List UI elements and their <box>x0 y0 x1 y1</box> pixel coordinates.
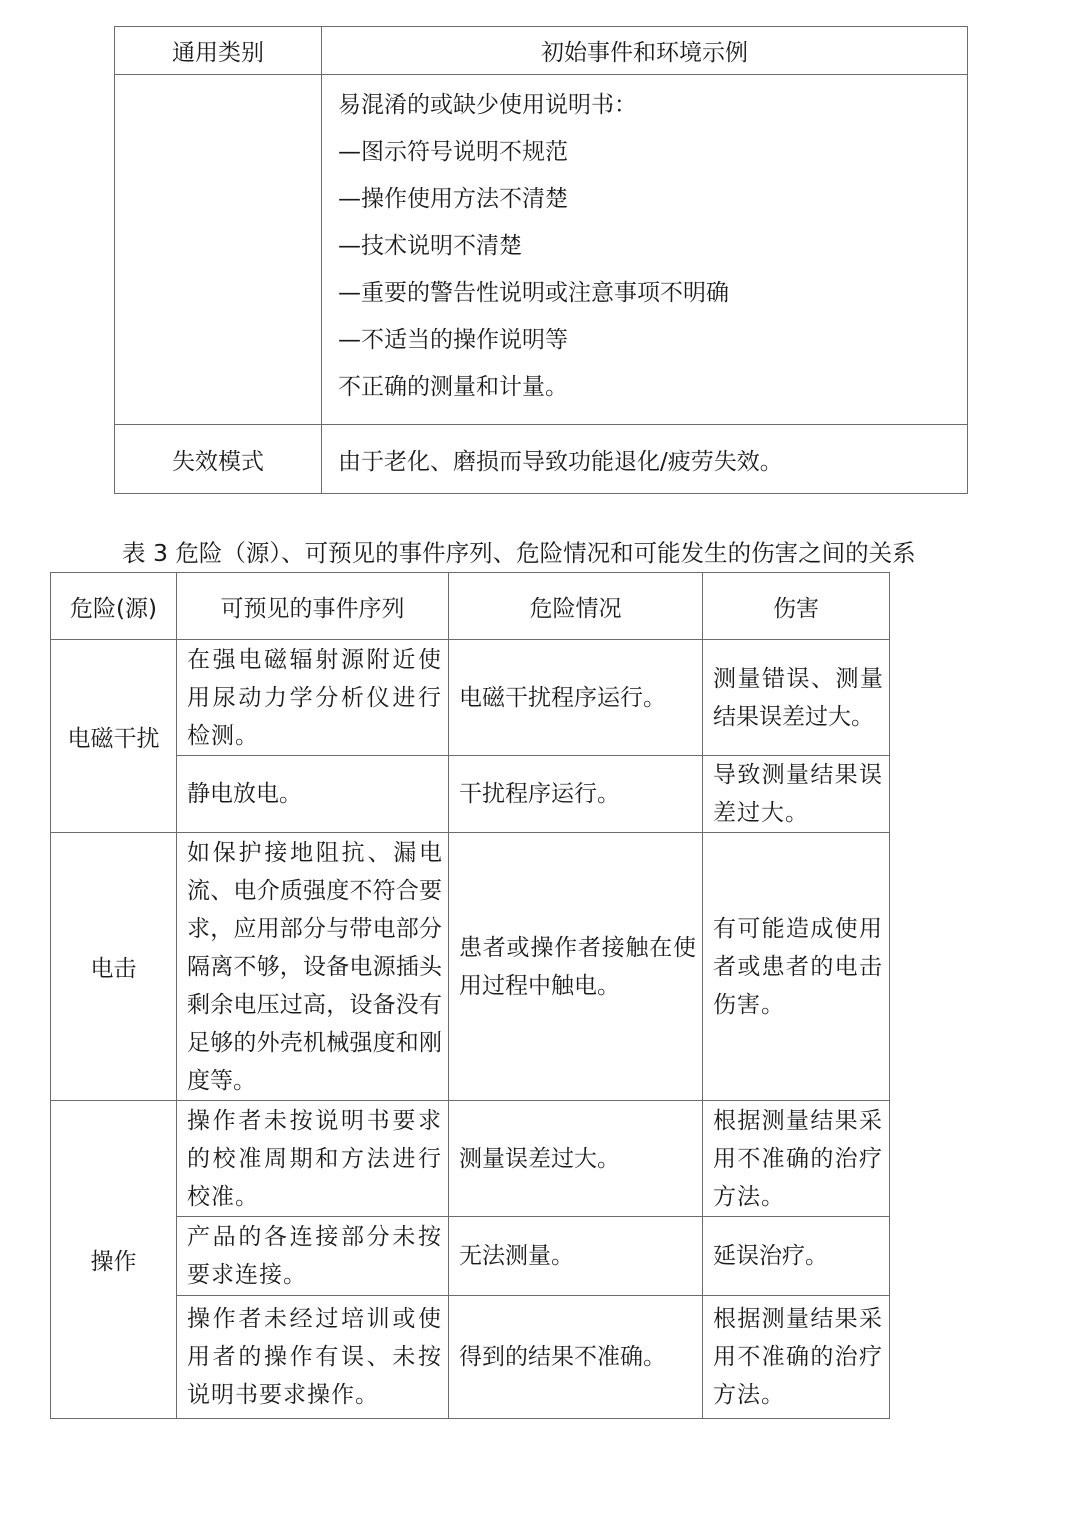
harm-cell: 根据测量结果采用不准确的治疗方法。 <box>703 1101 890 1217</box>
example-line: —操作使用方法不清楚 <box>338 186 568 212</box>
example-line: 易混淆的或缺少使用说明书： <box>338 92 637 118</box>
sequence-cell: 静电放电。 <box>177 756 449 833</box>
table-header-row <box>51 573 890 640</box>
table-row <box>51 1217 890 1296</box>
example-line: —重要的警告性说明或注意事项不明确 <box>338 280 729 306</box>
hazard-cell: 电击 <box>51 833 177 1101</box>
example-line: —不适当的操作说明等 <box>338 327 568 353</box>
category-cell <box>115 75 322 425</box>
sequence-cell: 如保护接地阻抗、漏电流、电介质强度不符合要求，应用部分与带电部分隔离不够，设备电源插头剩余电压过高，设备没有足够的外壳机械强度和刚度等。 <box>177 833 449 1101</box>
example-line: 不正确的测量和计量。 <box>338 374 568 400</box>
situation-cell: 患者或操作者接触在使用过程中触电。 <box>449 833 703 1101</box>
table-row <box>51 640 890 756</box>
sequence-cell: 操作者未经过培训或使用者的操作有误、未按说明书要求操作。 <box>177 1296 449 1419</box>
hazard-cell: 操作 <box>51 1101 177 1419</box>
table-row <box>115 425 968 494</box>
table-header-row <box>115 27 968 75</box>
table-row <box>51 1101 890 1217</box>
sequence-cell: 产品的各连接部分未按要求连接。 <box>177 1217 449 1296</box>
harm-cell: 根据测量结果采用不准确的治疗方法。 <box>703 1296 890 1419</box>
harm-cell: 延误治疗。 <box>703 1217 890 1296</box>
hazard-relationship-table <box>50 572 890 1419</box>
situation-cell: 干扰程序运行。 <box>449 756 703 833</box>
sequence-cell: 操作者未按说明书要求的校准周期和方法进行校准。 <box>177 1101 449 1217</box>
situation-cell: 测量误差过大。 <box>449 1101 703 1217</box>
header-initiating-events: 初始事件和环境示例 <box>322 27 968 75</box>
examples-cell <box>322 75 968 425</box>
header-hazard: 危险(源) <box>51 573 177 640</box>
category-cell: 失效模式 <box>115 425 322 494</box>
example-cell: 由于老化、磨损而导致功能退化/疲劳失效。 <box>322 425 968 494</box>
table-caption: 表 3 危险（源）、可预见的事件序列、危险情况和可能发生的伤害之间的关系 <box>122 539 916 567</box>
harm-cell: 导致测量结果误差过大。 <box>703 756 890 833</box>
situation-cell: 无法测量。 <box>449 1217 703 1296</box>
example-line: —技术说明不清楚 <box>338 233 522 259</box>
header-event-sequence: 可预见的事件序列 <box>177 573 449 640</box>
header-hazardous-situation: 危险情况 <box>449 573 703 640</box>
header-harm: 伤害 <box>703 573 890 640</box>
hazard-cell: 电磁干扰 <box>51 640 177 833</box>
example-line: —图示符号说明不规范 <box>338 139 568 165</box>
harm-cell: 有可能造成使用者或患者的电击伤害。 <box>703 833 890 1101</box>
situation-cell: 电磁干扰程序运行。 <box>449 640 703 756</box>
table-row <box>51 1296 890 1419</box>
header-general-category: 通用类别 <box>115 27 322 75</box>
initiating-events-table <box>114 26 968 494</box>
table-row <box>51 833 890 1101</box>
table-row <box>115 75 968 425</box>
sequence-cell: 在强电磁辐射源附近使用尿动力学分析仪进行检测。 <box>177 640 449 756</box>
situation-cell: 得到的结果不准确。 <box>449 1296 703 1419</box>
harm-cell: 测量错误、测量结果误差过大。 <box>703 640 890 756</box>
table-row <box>51 756 890 833</box>
